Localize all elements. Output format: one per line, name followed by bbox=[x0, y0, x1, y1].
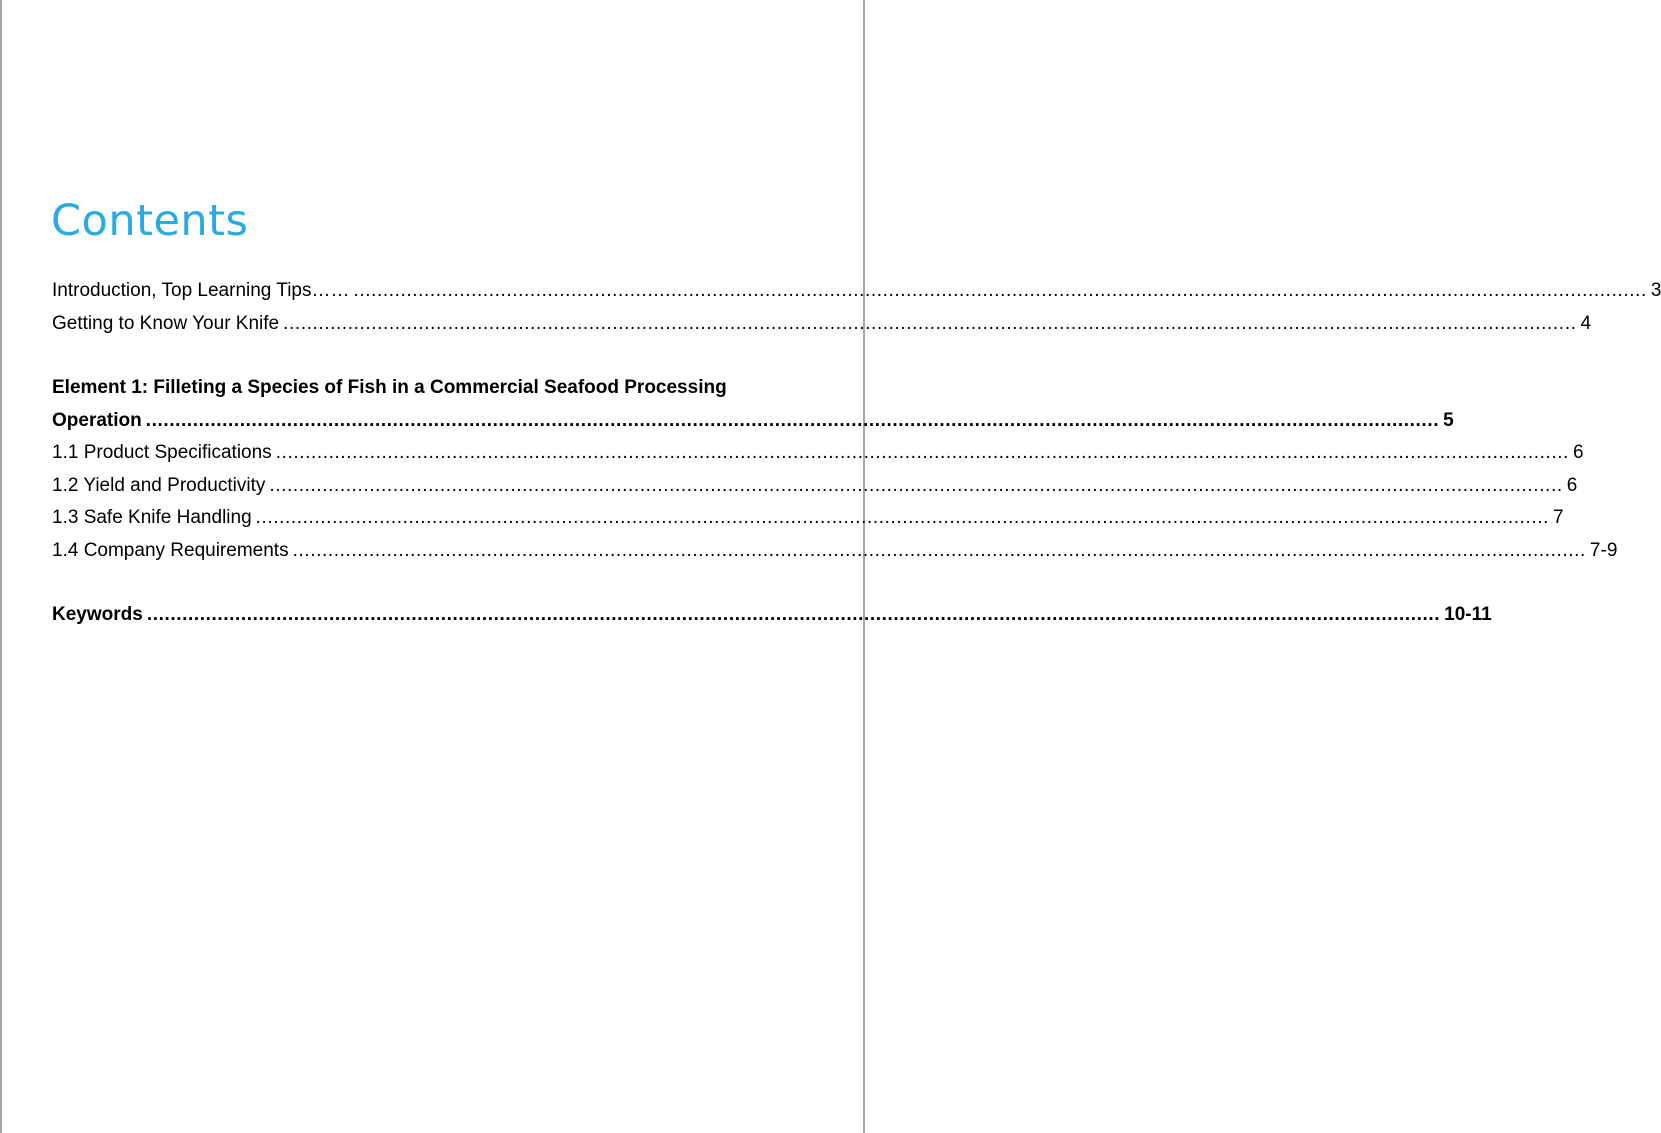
toc-entry-label: Operation bbox=[52, 409, 142, 431]
section-gap bbox=[52, 567, 810, 599]
toc-dot-leader: ............................................................................................................................................................................................................................ bbox=[353, 280, 1647, 301]
toc-entry[interactable] bbox=[52, 599, 1492, 632]
toc-entry[interactable] bbox=[52, 470, 1578, 503]
toc-entry-label: 1.3 Safe Knife Handling bbox=[52, 507, 252, 528]
toc-entry-label: 1.2 Yield and Productivity bbox=[52, 474, 266, 496]
toc-entry-page-number: 7-9 bbox=[1589, 539, 1618, 561]
toc-entry[interactable] bbox=[52, 372, 810, 405]
toc-entry-label: 1.4 Company Requirements bbox=[52, 539, 289, 561]
toc-entry[interactable] bbox=[52, 535, 1618, 568]
toc-entry-page-number: 6 bbox=[1566, 474, 1578, 496]
toc-entry-label: Introduction, Top Learning Tips…… bbox=[52, 280, 350, 301]
toc-entry-page-number: 10-11 bbox=[1444, 604, 1492, 625]
toc-dot-leader: ............................................................................................................................................................................................................................ bbox=[255, 507, 1549, 528]
toc-dot-leader: ............................................................................................................................................................................................................................ bbox=[283, 312, 1577, 334]
toc-dot-leader: ............................................................................................................................................................................................................................ bbox=[269, 474, 1563, 496]
toc-entry[interactable] bbox=[52, 437, 1584, 470]
table-of-contents bbox=[52, 275, 1661, 632]
toc-dot-leader: ............................................................................................................................................................................................................................ bbox=[145, 409, 1440, 431]
toc-entry[interactable] bbox=[52, 275, 1661, 308]
toc-entry[interactable] bbox=[52, 502, 1564, 535]
toc-entry-page-number: 6 bbox=[1573, 442, 1584, 463]
page-title: Contents bbox=[51, 196, 249, 246]
toc-dot-leader: ............................................................................................................................................................................................................................ bbox=[292, 539, 1586, 561]
toc-entry-page-number: 5 bbox=[1443, 409, 1454, 431]
toc-dot-leader: ............................................................................................................................................................................................................................ bbox=[275, 442, 1570, 463]
toc-entry-page-number: 4 bbox=[1580, 312, 1592, 334]
toc-entry-label: Element 1: Filleting a Species of Fish in a Commercial Seafood Processing bbox=[52, 377, 727, 398]
toc-entry-page-number: 7 bbox=[1552, 507, 1564, 528]
toc-entry-label: Getting to Know Your Knife bbox=[52, 312, 280, 334]
toc-entry-page-number: 3 bbox=[1650, 280, 1661, 301]
section-gap bbox=[52, 340, 810, 372]
toc-dot-leader: ............................................................................................................................................................................................................................ bbox=[146, 604, 1441, 625]
toc-entry[interactable] bbox=[52, 308, 1592, 341]
toc-entry-label: Keywords bbox=[52, 604, 143, 625]
toc-entry[interactable] bbox=[52, 405, 1454, 438]
toc-entry-label: 1.1 Product Specifications bbox=[52, 442, 272, 463]
